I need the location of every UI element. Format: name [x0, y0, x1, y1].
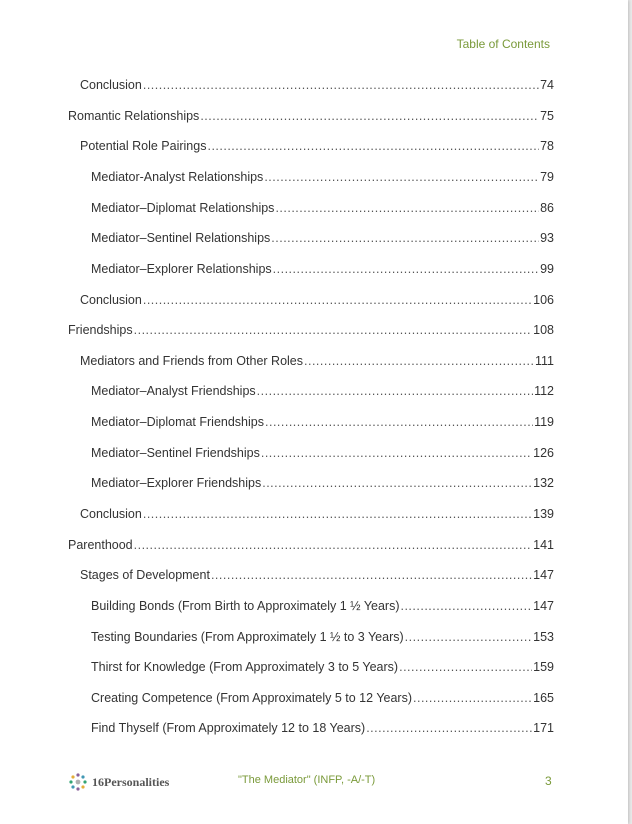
toc-page-number: 106 [533, 293, 554, 307]
toc-entry[interactable]: Mediators and Friends from Other Roles ..... 111 [80, 353, 554, 369]
toc-page-number: 86 [540, 201, 554, 215]
footer-document-title: "The Mediator" (INFP, -A/-T) [238, 774, 376, 786]
toc-page-number: 165 [533, 691, 554, 705]
toc-entry[interactable]: Potential Role Pairings ..... 78 [80, 138, 554, 154]
16personalities-logo-icon [68, 772, 88, 792]
footer-brand-name: 16Personalities [92, 774, 170, 789]
toc-entry[interactable]: Mediator–Analyst Friendships ..... 112 [91, 383, 554, 399]
toc-page-number: 93 [540, 231, 554, 245]
toc-entry[interactable]: Mediator-Analyst Relationships ..... 79 [91, 169, 554, 185]
footer-brand-logo [68, 772, 169, 792]
toc-page-number: 126 [533, 446, 554, 460]
toc-page-number: 74 [540, 78, 554, 92]
toc-page-number: 171 [533, 721, 554, 735]
toc-entry[interactable]: Romantic Relationships ..... 75 [68, 108, 554, 124]
toc-page-number: 75 [540, 109, 554, 123]
page-header-title: Table of Contents [456, 37, 550, 51]
toc-page-number: 132 [533, 476, 554, 490]
toc-entry[interactable]: Testing Boundaries (From Approximately 1 ½ to 3 Years) ..... 153 [91, 629, 554, 645]
toc-page-number: 111 [534, 354, 554, 368]
toc-page-number: 99 [540, 262, 554, 276]
toc-entry[interactable]: Mediator–Explorer Relationships ..... 99 [91, 261, 554, 277]
toc-entry[interactable]: Mediator–Explorer Friendships ..... 132 [91, 475, 554, 491]
toc-page-number: 119 [534, 415, 554, 429]
toc-entry[interactable]: Mediator–Sentinel Relationships ..... 93 [91, 230, 554, 246]
toc-entry[interactable]: Parenthood ..... 141 [68, 537, 554, 553]
toc-entry[interactable]: Building Bonds (From Birth to Approximately 1 ½ Years) ..... 147 [91, 598, 554, 614]
toc-entry[interactable]: Conclusion ..... 139 [80, 506, 554, 522]
toc-page-number: 139 [533, 507, 554, 521]
toc-entry[interactable]: Find Thyself (From Approximately 12 to 18 Years) ..... 171 [91, 720, 554, 736]
toc-page-number: 147 [533, 599, 554, 613]
toc-entry[interactable]: Friendships ..... 108 [68, 322, 554, 338]
toc-page-number: 141 [533, 538, 554, 552]
toc-entry[interactable]: Stages of Development ..... 147 [80, 567, 554, 583]
toc-entry[interactable]: Mediator–Diplomat Relationships ..... 86 [91, 200, 554, 216]
toc-page-number: 147 [533, 568, 554, 582]
toc-page-number: 78 [540, 139, 554, 153]
toc-page-number: 79 [540, 170, 554, 184]
toc-page-number: 159 [533, 660, 554, 674]
toc-entry[interactable]: Thirst for Knowledge (From Approximately 3 to 5 Years) ..... 159 [91, 659, 554, 675]
toc-page-number: 112 [534, 384, 554, 398]
toc-entry[interactable]: Conclusion ..... 106 [80, 292, 554, 308]
footer-page-number: 3 [545, 774, 552, 788]
toc-entry[interactable]: Mediator–Diplomat Friendships ..... 119 [91, 414, 554, 430]
toc-entry[interactable]: Creating Competence (From Approximately 5 to 12 Years) ..... 165 [91, 690, 554, 706]
toc-entry[interactable]: Conclusion ..... 74 [80, 77, 554, 93]
toc-page-number: 153 [533, 630, 554, 644]
toc-page-number: 108 [533, 323, 554, 337]
toc-entry[interactable]: Mediator–Sentinel Friendships ..... 126 [91, 445, 554, 461]
